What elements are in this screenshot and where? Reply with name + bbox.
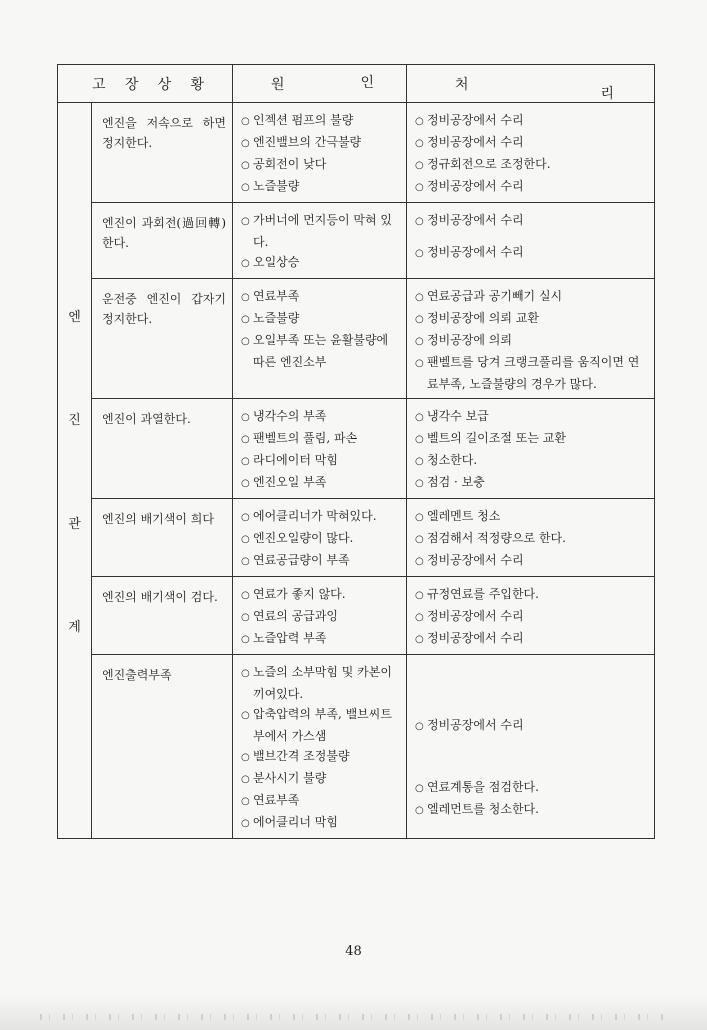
cause-item: ○ 분사시기 불량 xyxy=(241,768,400,790)
action-item: ○ 정비공장에서 수리 xyxy=(415,210,648,232)
cause-item: ○ 압축압력의 부족, 밸브씨트부에서 가스샘 xyxy=(241,704,400,746)
action-item: ○ 정비공장에서 수리 xyxy=(415,132,648,154)
action-item: ○ 정비공장에서 수리 xyxy=(415,715,648,737)
cause-item: ○ 연료의 공급과잉 xyxy=(241,606,400,628)
action-item: ○ 연료계통을 점검한다. xyxy=(415,777,648,799)
cause-cell xyxy=(233,103,407,203)
action-item: ○ 정비공장에서 수리 xyxy=(415,176,648,198)
cause-item: ○ 오일부족 또는 윤활불량에 따른 엔진소부 xyxy=(241,330,400,372)
action-cell xyxy=(407,203,655,279)
action-item: ○ 정비공장에 의뢰 교환 xyxy=(415,308,648,330)
cause-item: ○ 연료부족 xyxy=(241,286,400,308)
situation-cell: 운전중 엔진이 갑자기 정지한다. xyxy=(92,279,233,399)
action-item: ○ 점검 · 보충 xyxy=(415,472,648,494)
action-item: ○ 청소한다. xyxy=(415,450,648,472)
cause-cell xyxy=(233,655,407,839)
cause-cell xyxy=(233,577,407,655)
category-char: 계 xyxy=(68,620,81,636)
action-cell xyxy=(407,499,655,577)
category-char: 관 xyxy=(68,516,81,532)
action-item: ○ 냉각수 보급 xyxy=(415,406,648,428)
cause-item: ○ 엔진밸브의 간극불량 xyxy=(241,132,400,154)
table-row xyxy=(58,655,655,839)
action-item: ○ 정비공장에서 수리 xyxy=(415,606,648,628)
cause-item: ○ 노즐의 소부막힘 및 카본이 끼여있다. xyxy=(241,662,400,704)
cause-item: ○ 오일상승 xyxy=(241,252,400,274)
situation-cell: 엔진의 배기색이 검다. xyxy=(92,577,233,655)
cause-item: ○ 연료공급량이 부족 xyxy=(241,550,400,572)
header-row xyxy=(58,65,655,103)
cause-item: ○ 연료부족 xyxy=(241,790,400,812)
header-situation: 고 장 상 황 xyxy=(58,65,233,103)
action-item: ○ 벨트의 길이조절 또는 교환 xyxy=(415,428,648,450)
cause-cell xyxy=(233,279,407,399)
table-row xyxy=(58,279,655,399)
situation-cell: 엔진이 과회전(過回轉)한다. xyxy=(92,203,233,279)
scan-edge xyxy=(0,994,707,1030)
action-cell xyxy=(407,103,655,203)
cause-item: ○ 공회전이 낮다 xyxy=(241,154,400,176)
table-row xyxy=(58,499,655,577)
action-item: ○ 연료공급과 공기빼기 실시 xyxy=(415,286,648,308)
action-cell xyxy=(407,279,655,399)
situation-cell: 엔진의 배기색이 희다 xyxy=(92,499,233,577)
table-row xyxy=(58,399,655,499)
cause-item: ○ 엔진오일량이 많다. xyxy=(241,528,400,550)
action-item: ○ 엘레멘트 청소 xyxy=(415,506,648,528)
category-char: 엔 xyxy=(68,309,81,325)
situation-cell: 엔진을 저속으로 하면 정지한다. xyxy=(92,103,233,203)
table-row xyxy=(58,203,655,279)
table-row xyxy=(58,103,655,203)
action-item: ○ 점검해서 적정량으로 한다. xyxy=(415,528,648,550)
action-cell xyxy=(407,399,655,499)
cause-cell xyxy=(233,399,407,499)
action-cell xyxy=(407,577,655,655)
cause-item: ○ 냉각수의 부족 xyxy=(241,406,400,428)
header-action: 처 리 xyxy=(407,65,655,103)
cause-item: ○ 라디에이터 막힘 xyxy=(241,450,400,472)
category-cell xyxy=(58,103,92,839)
table-row xyxy=(58,577,655,655)
action-item: ○ 정비공장에서 수리 xyxy=(415,242,648,264)
scan-noise xyxy=(40,1014,667,1020)
cause-item: ○ 에어클리너 막힘 xyxy=(241,812,400,834)
cause-item: ○ 엔진오일 부족 xyxy=(241,472,400,494)
action-item: ○ 엘레먼트를 청소한다. xyxy=(415,799,648,821)
cause-item: ○ 인젝션 펌프의 불량 xyxy=(241,110,400,132)
cause-item: ○ 밸브간격 조정불량 xyxy=(241,746,400,768)
action-item: ○ 정규회전으로 조정한다. xyxy=(415,154,648,176)
situation-cell: 엔진출력부족 xyxy=(92,655,233,839)
situation-cell: 엔진이 과열한다. xyxy=(92,399,233,499)
action-item: ○ 정비공장에서 수리 xyxy=(415,110,648,132)
action-item: ○ 정비공장에서 수리 xyxy=(415,628,648,650)
action-cell xyxy=(407,655,655,839)
cause-cell xyxy=(233,499,407,577)
action-item: ○ 규정연료를 주입한다. xyxy=(415,584,648,606)
header-cause: 원 인 xyxy=(233,65,407,103)
action-item: ○ 정비공장에서 수리 xyxy=(415,550,648,572)
cause-cell xyxy=(233,203,407,279)
action-item: ○ 정비공장에 의뢰 xyxy=(415,330,648,352)
cause-item: ○ 노즐불량 xyxy=(241,308,400,330)
fault-table xyxy=(57,64,655,839)
cause-item: ○ 가버너에 먼지등이 막혀 있다. xyxy=(241,210,400,252)
cause-item: ○ 연료가 좋지 않다. xyxy=(241,584,400,606)
cause-item: ○ 팬벨트의 풀림, 파손 xyxy=(241,428,400,450)
action-item: ○ 팬벨트를 당겨 크랭크풀리를 움직이면 연료부족, 노즐불량의 경우가 많다. xyxy=(415,352,648,394)
page-number: 48 xyxy=(345,944,362,959)
cause-item: ○ 노즐불량 xyxy=(241,176,400,198)
category-char: 진 xyxy=(68,413,81,429)
cause-item: ○ 에어클리너가 막혀있다. xyxy=(241,506,400,528)
cause-item: ○ 노즐압력 부족 xyxy=(241,628,400,650)
